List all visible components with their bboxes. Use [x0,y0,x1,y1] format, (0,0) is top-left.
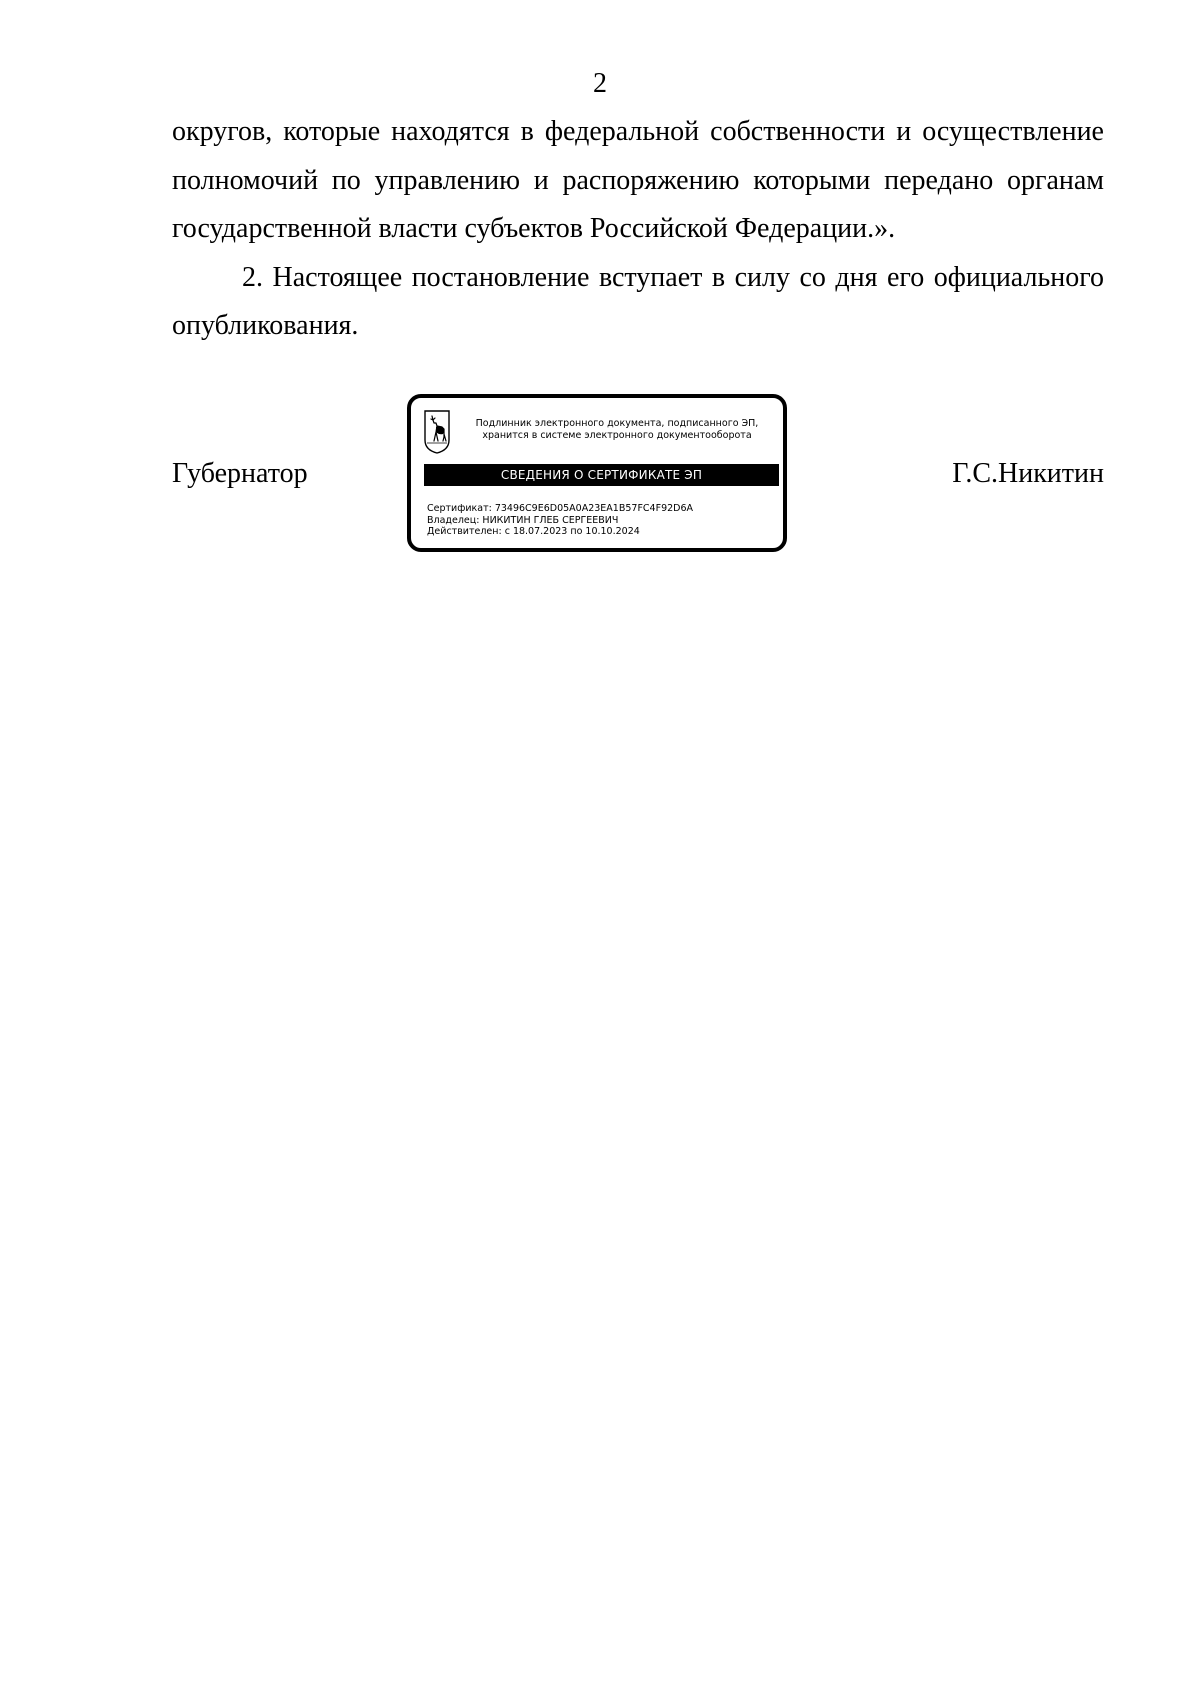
paragraph-line: опубликования. [172,310,359,341]
stamp-header [455,418,779,442]
certificate-owner: Владелец: НИКИТИН ГЛЕБ СЕРГЕЕВИЧ [427,514,619,526]
stamp-header-line: хранится в системе электронного документооборота [482,430,752,441]
paragraph-line: 2. Настоящее постановление вступает в силу со дня его официального [242,261,1104,293]
stamp-header-line: Подлинник электронного документа, подписанного ЭП, [475,418,759,429]
certificate-number: Сертификат: 73496C9E6D05A0A23EA1B57FC4F92D6A [427,503,694,514]
paragraph-2 [172,254,1104,351]
deer-emblem-icon [424,410,450,454]
document-body [172,108,1104,351]
certificate-validity: Действителен: с 18.07.2023 по 10.10.2024 [427,526,640,537]
signer-title: Губернатор [172,458,308,489]
paragraph-1 [172,108,1104,254]
electronic-signature-stamp [407,394,787,552]
stamp-certificate-bar: СВЕДЕНИЯ О СЕРТИФИКАТЕ ЭП [424,464,779,486]
signer-name: Г.С.Никитин [952,458,1104,489]
paragraph-line: округов, которые находятся в федеральной собственности и осуществление [172,116,1104,147]
stamp-details [427,503,693,538]
paragraph-line: полномочий по управлению и распоряжению которыми передано органам [172,164,1104,196]
page-number: 2 [593,68,607,99]
paragraph-line: государственной власти субъектов Российской Федерации.». [172,213,896,244]
